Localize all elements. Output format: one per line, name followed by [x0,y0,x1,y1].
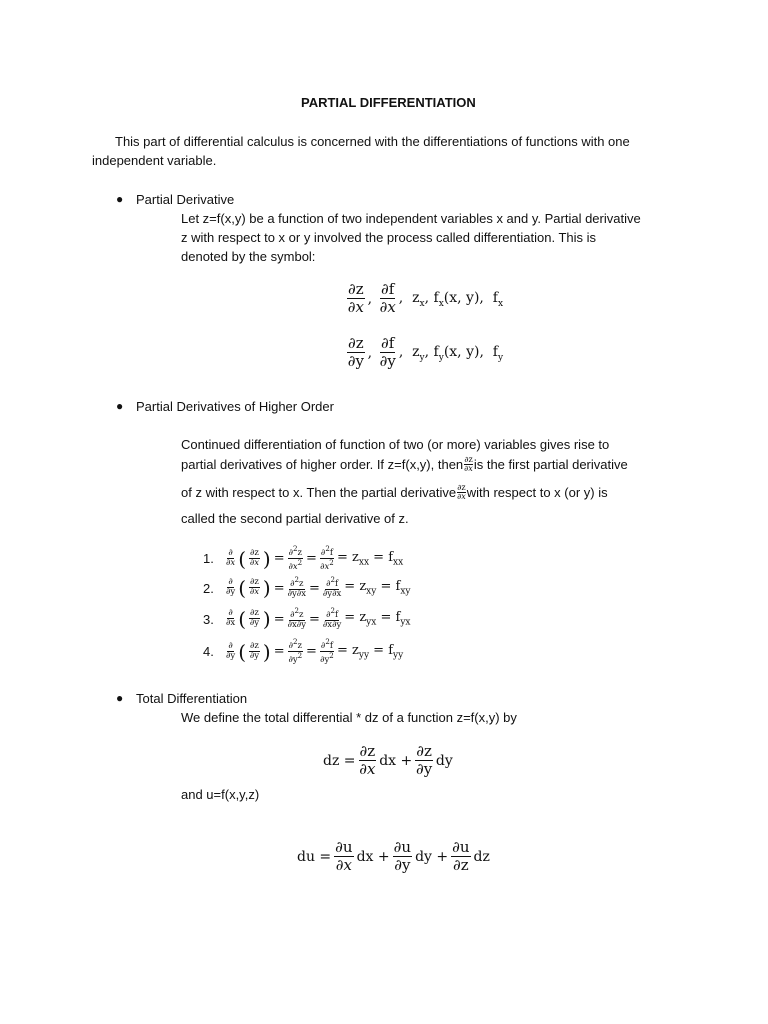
higher-order-eq-2: 2. $\frac{\partial}{\partial y}$ ( $\frac{\partial z}{\partial x}$ ) = $\frac{\partial^2z}{\partial y\partial x}$ = $\frac{\partial^2f}{\partial y\partial x}$ = $z_{xy} = f_{xy}$ [203,575,411,600]
total-differential-du-equation: du = $\frac{\partial u}{\partial x}$ dx + $\frac{\partial u}{\partial y}$ dy + $\frac{\partial u}{\partial z}$ dz [297,838,490,874]
higher-order-eq-1: 1. $\frac{\partial}{\partial x}$ ( $\frac{\partial z}{\partial x}$ ) = $\frac{\partial^2z}{\partial x^2}$ = $\frac{\partial^2f}{\partial x^2}$ = $z_{xx} = f_{xx}$ [203,544,404,572]
section2-line-1: Continued differentiation of function of two (or more) variables gives rise to [181,437,610,452]
section3-and-text: and u=f(x,y,z) [181,787,260,802]
section-heading-total-differentiation: Total Differentiation [136,691,248,706]
section1-line-2: z with respect to x or y involved the process called differentiation. This is [181,230,596,245]
higher-order-eq-3: 3. $\frac{\partial}{\partial x}$ ( $\frac{\partial z}{\partial y}$ ) = $\frac{\partial^2z}{\partial x\partial y}$ = $\frac{\partial^2f}{\partial x\partial y}$ = $z_{yx} = f_{yx}$ [203,606,411,631]
notation-equation-x: $\frac{\partial z}{\partial x}$ , $\frac{\partial f}{\partial x}$ , $z_x$, $f_x(x$, y), $f_x$ [347,280,504,316]
bullet-dot: ● [116,691,124,705]
section3-line-1: We define the total differential * dz of a function z=f(x,y) by [181,710,517,725]
intro-line-2: independent variable. [92,153,217,168]
section2-line-3: of z with respect to x. Then the partial derivative $\frac{\partial z}{\partial x}$ with respect to x (or y) is [181,483,608,501]
higher-order-eq-4: 4. $\frac{\partial}{\partial y}$ ( $\frac{\partial z}{\partial y}$ ) = $\frac{\partial^2z}{\partial y^2}$ = $\frac{\partial^2f}{\partial y^2}$ = $z_{yy} = f_{yy}$ [203,637,404,665]
bullet-dot: ● [116,192,124,206]
bullet-dot: ● [116,399,124,413]
intro-line-1: This part of differential calculus is concerned with the differentiations of functions with one [115,134,630,149]
section1-line-3: denoted by the symbol: [181,249,316,264]
section1-line-1: Let z=f(x,y) be a function of two independent variables x and y. Partial derivative [181,211,641,226]
section2-line-2: partial derivatives of higher order. If z=f(x,y), then $\frac{\partial z}{\partial x}$ is the first partial derivative [181,455,628,473]
section-heading-partial-derivative: Partial Derivative [136,192,235,207]
notation-equation-y: $\frac{\partial z}{\partial y}$ , $\frac{\partial f}{\partial y}$ , $z_y$, $f_y(x$, y), $f_y$ [347,334,504,370]
section-heading-higher-order: Partial Derivatives of Higher Order [136,399,334,414]
total-differential-dz-equation: dz = $\frac{\partial z}{\partial x}$ dx + $\frac{\partial z}{\partial y}$ dy [323,742,453,778]
page-title: PARTIAL DIFFERENTIATION [301,95,476,110]
section2-line-4: called the second partial derivative of z. [181,511,409,526]
